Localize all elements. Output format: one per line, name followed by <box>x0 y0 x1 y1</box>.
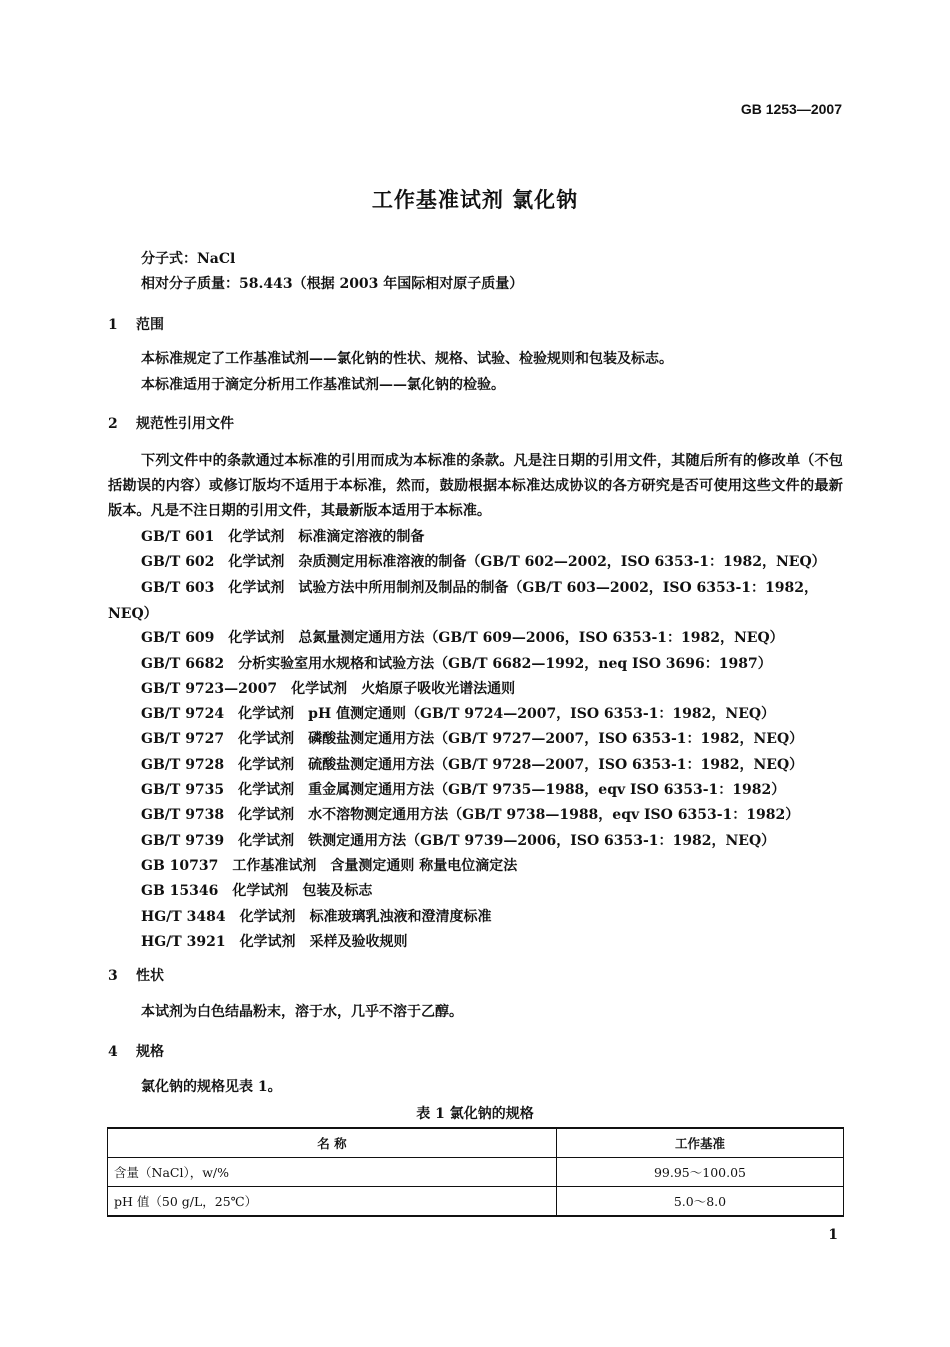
reference-code: GB/T 9728 <box>141 756 225 773</box>
section-title: 规格 <box>136 1044 164 1060</box>
section-number: 4 <box>108 1044 118 1060</box>
reference-code: GB/T 6682 <box>141 655 225 672</box>
reference-title: 火焰原子吸收光谱法通则 <box>361 680 516 697</box>
reference-code: GB 10737 <box>141 857 219 874</box>
reference-item <box>141 578 818 598</box>
reference-item <box>141 729 803 749</box>
section-1-heading <box>108 314 164 334</box>
section-title: 性状 <box>136 968 164 984</box>
reference-code: GB/T 9723—2007 <box>141 680 278 697</box>
reference-item <box>141 881 372 901</box>
reference-category: 工作基准试剂 <box>232 857 317 874</box>
references-intro: 下列文件中的条款通过本标准的引用而成为本标准的条款。凡是注日期的引用文件，其随后所有的修改单（不包括勘误的内容）或修订版均不适用于本标准，然而，鼓励根据本标准达成协议的各方研究是否可使用这些文件的最新版本。凡是不注日期的引用文件，其最新版本适用于本标准。 <box>108 453 843 519</box>
reference-title: 杂质测定用标准溶液的制备（GB/T 602—2002，ISO 6353-1：1982，NEQ） <box>298 554 826 571</box>
standard-code: GB 1253—2007 <box>740 101 842 117</box>
molecular-formula: 分子式：NaCl <box>141 251 236 267</box>
row-name: pH 值（50 g/L，25℃） <box>108 1187 557 1217</box>
reference-code: GB/T 9727 <box>141 731 225 748</box>
section-number: 3 <box>108 968 118 984</box>
reference-item <box>141 856 517 876</box>
reference-item <box>141 755 803 775</box>
reference-item <box>141 628 784 648</box>
column-header-value: 工作基准 <box>556 1128 843 1158</box>
reference-code: GB/T 9735 <box>141 782 225 798</box>
reference-title: 采样及验收规则 <box>309 933 408 950</box>
reference-category: 化学试剂 <box>238 807 295 824</box>
table-caption: 表 1 氯化钠的规格 <box>416 1106 534 1122</box>
reference-category: 化学试剂 <box>228 554 285 571</box>
reference-item <box>141 780 785 800</box>
reference-item <box>141 831 775 851</box>
reference-title: 试验方法中所用制剂及制品的制备（GB/T 603—2002，ISO 6353-1：1982， <box>298 579 819 596</box>
reference-category: 化学试剂 <box>291 680 348 697</box>
reference-title: 标准玻璃乳浊液和澄清度标准 <box>309 908 492 925</box>
reference-title: 硫酸盐测定通用方法（GB/T 9728—2007，ISO 6353-1：1982，NEQ） <box>308 756 804 773</box>
row-name: 含量（NaCl），w/% <box>108 1158 557 1187</box>
reference-code: GB/T 609 <box>141 630 215 647</box>
scope-paragraph-1: 本标准规定了工作基准试剂——氯化钠的性状、规格、试验、检验规则和包装及标志。 <box>141 351 673 367</box>
section-number: 2 <box>108 416 118 432</box>
reference-code: GB/T 602 <box>141 554 215 571</box>
reference-category: 化学试剂 <box>228 529 285 545</box>
reference-code: GB/T 603 <box>141 579 215 596</box>
properties-paragraph: 本试剂为白色结晶粉末，溶于水，几乎不溶于乙醇。 <box>141 1004 463 1020</box>
reference-category: 化学试剂 <box>239 908 296 925</box>
column-header-name: 名 称 <box>108 1128 557 1158</box>
reference-category: 化学试剂 <box>239 933 296 950</box>
section-3-heading <box>108 965 164 985</box>
section-number: 1 <box>108 317 118 333</box>
reference-code: GB 15346 <box>141 883 219 900</box>
reference-code: HG/T 3921 <box>141 933 226 950</box>
section-2-heading <box>108 413 234 433</box>
reference-category: 化学试剂 <box>238 731 295 748</box>
reference-continuation: NEQ） <box>108 605 158 622</box>
table-row <box>108 1187 844 1217</box>
molar-mass: 相对分子质量：58.443（根据 2003 年国际相对原子质量） <box>141 276 524 292</box>
reference-item <box>141 907 492 927</box>
reference-category: 化学试剂 <box>232 883 289 900</box>
reference-code: GB/T 9739 <box>141 832 225 849</box>
reference-category: 化学试剂 <box>238 756 295 773</box>
page-number: 1 <box>828 1227 838 1243</box>
table-header-row <box>108 1128 844 1158</box>
section-4-heading <box>108 1041 164 1061</box>
row-value: 99.95～100.05 <box>556 1158 843 1187</box>
section-title: 规范性引用文件 <box>136 416 234 432</box>
reference-item <box>141 704 775 724</box>
reference-category: 化学试剂 <box>238 706 295 723</box>
reference-item <box>141 527 424 547</box>
reference-code: GB/T 9738 <box>141 807 225 824</box>
scope-paragraph-2: 本标准适用于滴定分析用工作基准试剂——氯化钠的检验。 <box>141 377 505 393</box>
reference-title: 含量测定通则 称量电位滴定法 <box>330 857 518 874</box>
reference-item <box>141 679 515 699</box>
reference-title: 包装及标志 <box>302 883 373 900</box>
section-title: 范围 <box>136 317 164 333</box>
specification-paragraph: 氯化钠的规格见表 1。 <box>141 1079 282 1095</box>
reference-item <box>141 805 799 825</box>
reference-title: 分析实验室用水规格和试验方法（GB/T 6682—1992，neq ISO 3696：1987） <box>238 655 772 672</box>
reference-title: pH 值测定通则（GB/T 9724—2007，ISO 6353-1：1982，NEQ） <box>308 706 776 723</box>
row-value: 5.0～8.0 <box>556 1187 843 1217</box>
reference-title: 重金属测定通用方法（GB/T 9735—1988，eqv ISO 6353-1：1982） <box>308 782 786 798</box>
reference-category: 化学试剂 <box>228 630 285 647</box>
reference-code: GB/T 601 <box>141 529 215 545</box>
table-row <box>108 1158 844 1187</box>
reference-item <box>141 932 408 952</box>
reference-category: 化学试剂 <box>238 782 295 798</box>
reference-title: 磷酸盐测定通用方法（GB/T 9727—2007，ISO 6353-1：1982，NEQ） <box>308 731 804 748</box>
reference-item <box>141 552 826 572</box>
reference-code: GB/T 9724 <box>141 706 225 723</box>
reference-title: 标准滴定溶液的制备 <box>298 529 425 545</box>
reference-category: 化学试剂 <box>238 832 295 849</box>
reference-code: HG/T 3484 <box>141 908 226 925</box>
reference-title: 总氮量测定通用方法（GB/T 609—2006，ISO 6353-1：1982，NEQ） <box>298 630 784 647</box>
reference-item <box>141 654 772 674</box>
reference-title: 水不溶物测定通用方法（GB/T 9738—1988，eqv ISO 6353-1：1982） <box>308 807 800 824</box>
page-title: 工作基准试剂 氯化钠 <box>371 187 579 212</box>
reference-title: 铁测定通用方法（GB/T 9739—2006，ISO 6353-1：1982，NEQ） <box>308 832 776 849</box>
specification-table <box>107 1127 844 1217</box>
reference-category: 化学试剂 <box>228 579 285 596</box>
